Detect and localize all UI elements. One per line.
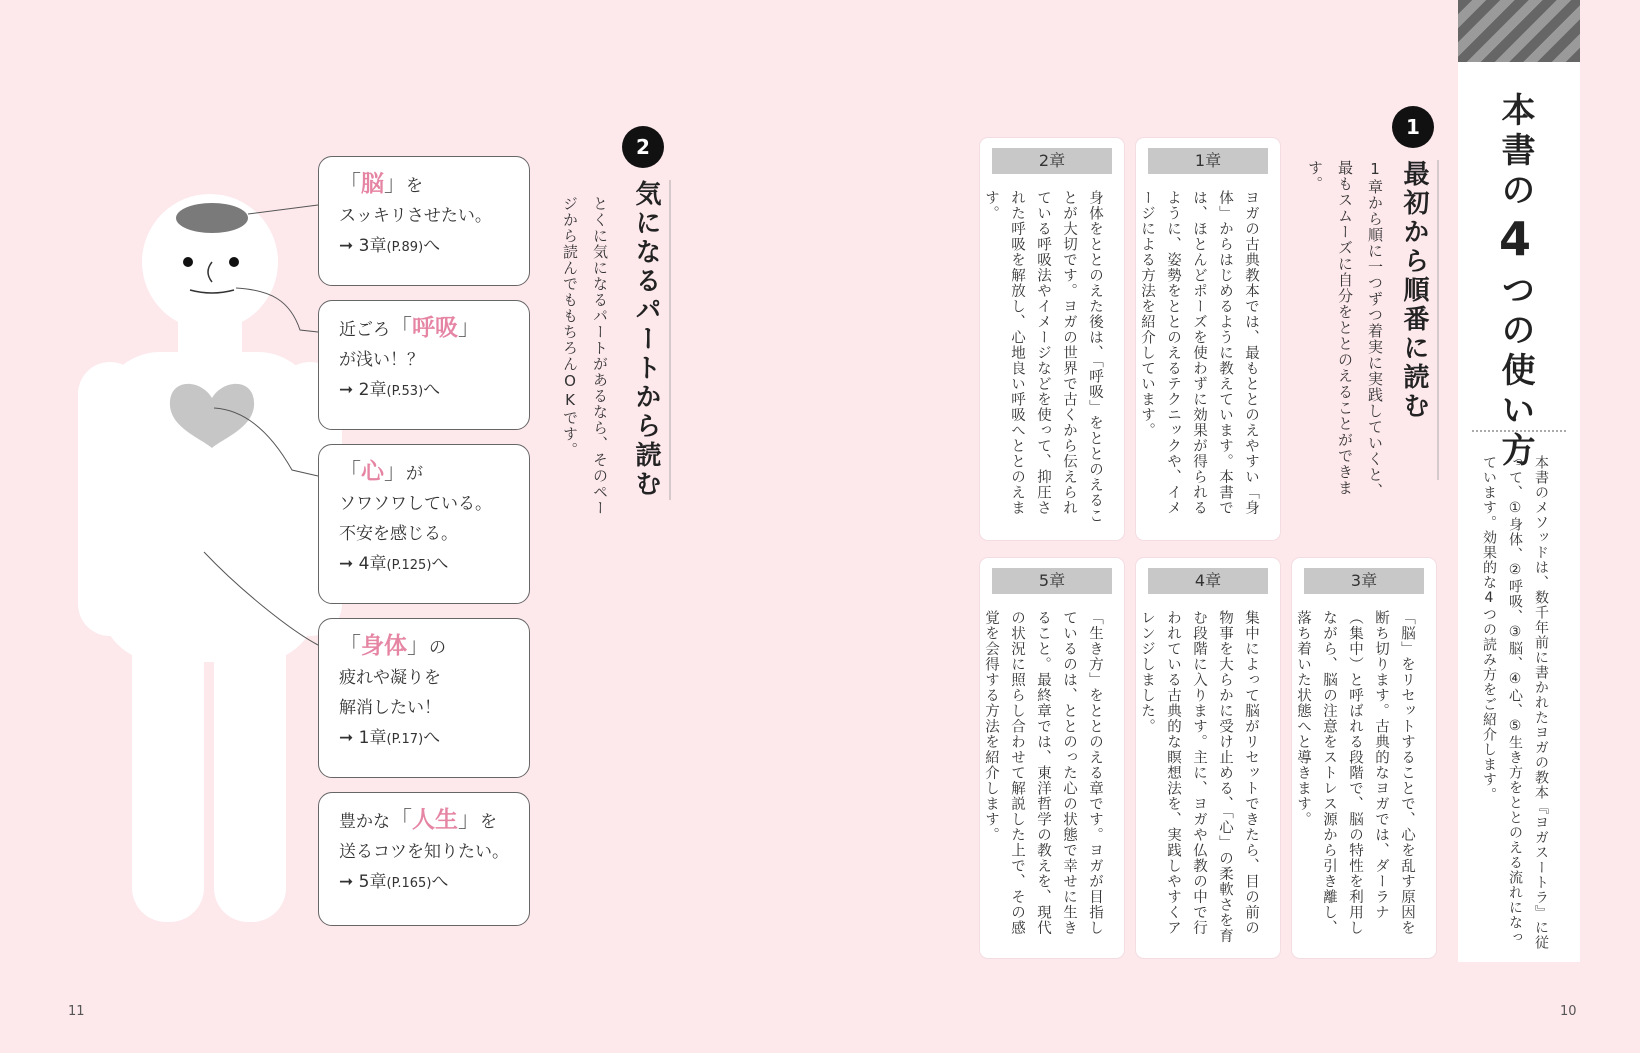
method-2-heading: 気になるパートから読む	[628, 180, 671, 500]
arrow-icon: ➞	[339, 554, 354, 574]
brain-mark	[176, 203, 248, 233]
bubble-body: 「身体」の 疲れや凝りを 解消したい！ ➞ 1章(P.17)へ	[318, 618, 530, 778]
method-1-body: 1章から順に一つずつ着実に実践していくと、最もスムーズに自分をととのえることができます。	[1306, 160, 1384, 499]
chapter-text: 「生き方」をととのえる章です。ヨガが目指しているのは、ととのった心の状態で幸せに生きること。最終章では、東洋哲学の教えを、現代の状況に照らし合わせて解説した上で、その感覚を会得する方法を紹介します。	[983, 610, 1103, 936]
arrow-icon: ➞	[339, 872, 354, 892]
chapter-label: 2章	[992, 148, 1112, 174]
bubble-breath: 近ごろ「呼吸」 が浅い！？ ➞ 2章(P.53)へ	[318, 300, 530, 430]
method-1-badge: 1	[1392, 106, 1434, 148]
chapter-label: 3章	[1304, 568, 1424, 594]
chapter-text: 身体をととのえた後は、「呼吸」をととのえることが大切です。ヨガの世界で古くから伝えられている呼吸法やイメージなどを使って、抑圧された呼吸を解放し、心地良い呼吸へととのえます。	[983, 190, 1103, 524]
chapter-text: ヨガの古典教本では、最もととのえやすい「身体」からはじめるように教えています。本書では、ほとんどポーズを使わずに効果が得られるように、姿勢をととのえるテクニックや、イメージによる方法を紹介しています。	[1139, 190, 1259, 516]
bubble-life: 豊かな「人生」を 送るコツを知りたい。 ➞ 5章(P.165)へ	[318, 792, 530, 926]
chapter-text: 「脳」をリセットすることで、心を乱す原因を断ち切ります。古典的なヨガでは、ダーラナ（集中）と呼ばれる段階で、脳の特性を利用しながら、脳の注意をストレス源から引き離し、落ち着いた状態へと導きます。	[1295, 610, 1415, 936]
chapter-text: 集中によって脳がリセットできたら、目の前の物事を大らかに受け止める、「心」の柔軟さを育む段階に入ります。主に、ヨガや仏教の中で行われている古典的な瞑想法を、実践しやすくアレンジしました。	[1139, 610, 1259, 944]
chapter-label: 5章	[992, 568, 1112, 594]
method-1-heading: 最初から順番に読む	[1396, 160, 1439, 480]
page-number-left: 11	[68, 1004, 85, 1019]
chapter-label: 4章	[1148, 568, 1268, 594]
arrow-icon: ➞	[339, 236, 354, 256]
page-title: 本書の4つの使い方	[1488, 92, 1542, 472]
arrow-icon: ➞	[339, 380, 354, 400]
bubble-brain: 「脳」を スッキリさせたい。 ➞ 3章(P.89)へ	[318, 156, 530, 286]
page-number-right: 10	[1560, 1004, 1577, 1019]
intro-text: 本書のメソッドは、数千年前に書かれたヨガの教本『ヨガスートラ』に従って、①身体、②呼吸、③脳、④心、⑤生き方をととのえる流れになっています。効果的な4つの読み方をご紹介します。	[1481, 455, 1549, 950]
chapter-label: 1章	[1148, 148, 1268, 174]
arrow-icon: ➞	[339, 728, 354, 748]
method-2-badge: 2	[622, 126, 664, 168]
bubble-mind: 「心」が ソワソワしている。 不安を感じる。 ➞ 4章(P.125)へ	[318, 444, 530, 604]
method-2-body: とくに気になるパートがあるなら、そのページから読んでももちろんOKです。	[561, 196, 609, 516]
